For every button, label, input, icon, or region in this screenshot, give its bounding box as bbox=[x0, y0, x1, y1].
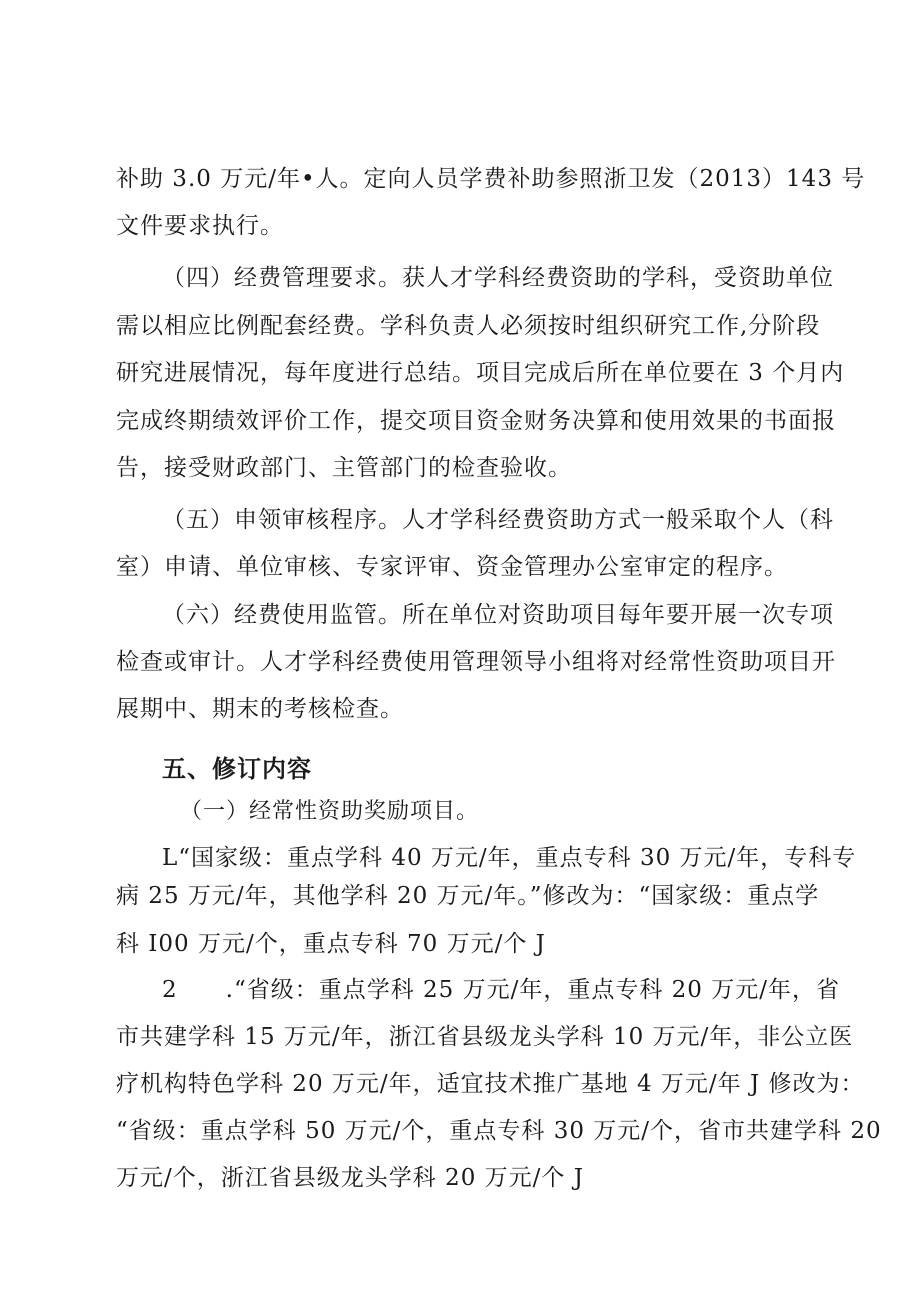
paragraph-4-start: （四）经费管理要求。获人才学科经费资助的学科，受资助单位 bbox=[162, 265, 834, 291]
section-heading: 五、修订内容 bbox=[162, 755, 312, 783]
subsection-heading: （一）经常性资助奖励项目。 bbox=[180, 799, 480, 824]
text-line: 室）申请、单位审核、专家评审、资金管理办公室审定的程序。 bbox=[116, 554, 788, 580]
text-line: 研究进展情况，每年度进行总结。项目完成后所在单位要在 3 个月内 bbox=[116, 360, 845, 386]
text-line: 告，接受财政部门、主管部门的检查验收。 bbox=[116, 455, 572, 481]
text-line: 万元/个，浙江省县级龙头学科 20 万元/个 J bbox=[116, 1165, 584, 1191]
item-1-start: L“国家级：重点学科 40 万元/年，重点专科 30 万元/年，专科专 bbox=[162, 845, 857, 871]
text-line: 需以相应比例配套经费。学科负责人必须按时组织研究工作,分阶段 bbox=[116, 313, 821, 339]
text-line: 科 I00 万元/个，重点专科 70 万元/个 J bbox=[116, 931, 546, 957]
text-line: 检查或审计。人才学科经费使用管理领导小组将对经常性资助项目开 bbox=[116, 649, 836, 675]
text-line: 疗机构特色学科 20 万元/年，适宜技术推广基地 4 万元/年 J 修改为： bbox=[116, 1071, 865, 1097]
text-line: 病 25 万元/年，其他学科 20 万元/年。”修改为：“国家级：重点学 bbox=[116, 883, 820, 909]
paragraph-5-start: （五）申领审核程序。人才学科经费资助方式一般采取个人（科 bbox=[162, 507, 834, 533]
text-line: 文件要求执行。 bbox=[116, 213, 284, 239]
item-2-start: 2 .“省级：重点学科 25 万元/年，重点专科 20 万元/年，省 bbox=[162, 977, 840, 1003]
text-line: 市共建学科 15 万元/年，浙江省县级龙头学科 10 万元/年，非公立医 bbox=[116, 1024, 854, 1050]
text-line: “省级：重点学科 50 万元/个，重点专科 30 万元/个，省市共建学科 20 bbox=[116, 1118, 882, 1144]
text-line: 展期中、期末的考核检查。 bbox=[116, 696, 404, 722]
text-line: 完成终期绩效评价工作，提交项目资金财务决算和使用效果的书面报 bbox=[116, 408, 836, 434]
paragraph-6-start: （六）经费使用监管。所在单位对资助项目每年要开展一次专项 bbox=[162, 602, 834, 628]
text-line: 补助 3.0 万元/年•人。定向人员学费补助参照浙卫发（2013）143 号 bbox=[116, 166, 866, 192]
